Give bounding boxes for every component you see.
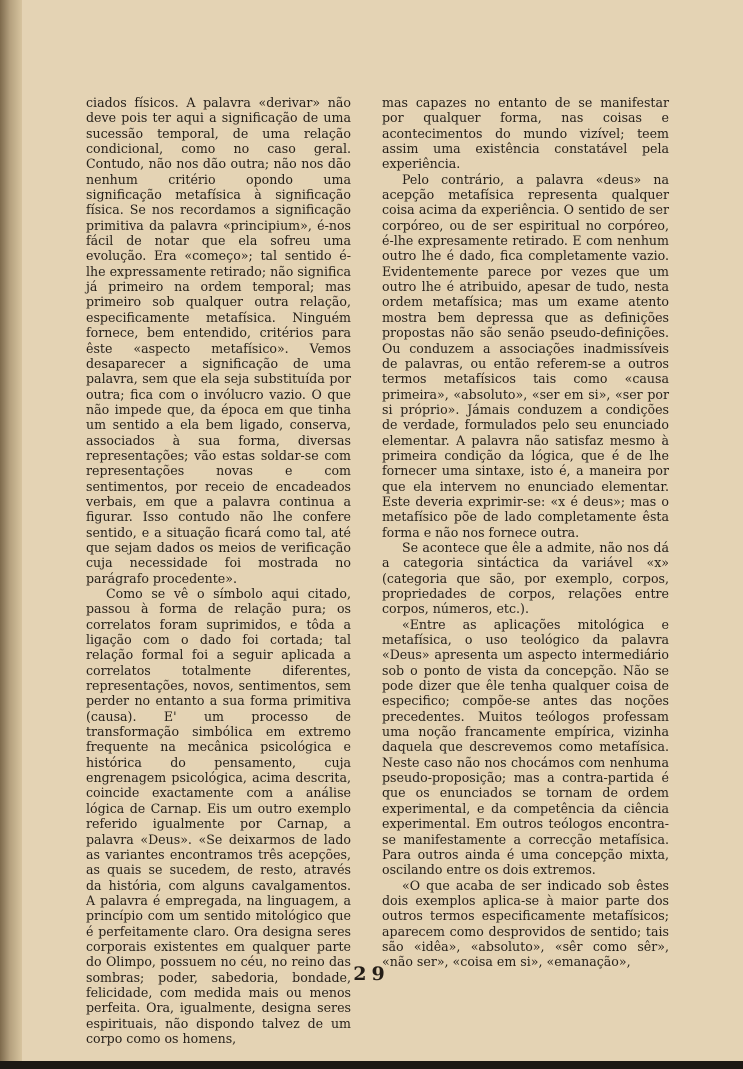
paragraph: Pelo contrário, a palavra «deus» na acepção metafísica representa qualquer coisa acima da experiência. O sentido de ser corpóreo, ou de ser espiritual no corpóreo, é-lhe expresamente retirado. E com nenhum outro lhe é dado, fica completamente vazio. Evidentemente parece por vezes que um outro lhe é atribuido, apesar de tudo, nesta ordem metafísica; mas um exame atento mostra bem depressa que as definições propostas não são senão pseudo-definições. Ou conduzem a associações inadmissíveis de palavras, ou então referem-se a outros termos metafísicos tais como «causa primeira», «absoluto», «ser em si», «ser por si próprio». Jámais conduzem a condições de verdade, formulados pelo seu enunciado elementar. A palavra não satisfaz mesmo à primeira condição da lógica, que é de lhe fornecer uma sintaxe, isto é, a maneira por que ela intervem no enunciado elementar. Este deveria exprimir-se: «x é deus»; mas o metafísico põe de lado completamente êsta forma e não nos fornece outra. — [382, 171, 669, 540]
book-spine-shadow — [0, 0, 22, 1069]
paragraph: Se acontece que êle a admite, não nos dá a categoria sintáctica da variável «x» (categoria que são, por exemplo, corpos, propriedades de corpos, relações entre corpos, números, etc.). — [382, 539, 669, 617]
paragraph: mas capazes no entanto de se manifestar por qualquer forma, nas coisas e acontecimentos do mundo vizível; teem assim uma existência constatável pela experiência. — [382, 95, 669, 172]
paragraph: «O que acaba de ser indicado sob êstes dois exemplos aplica-se à maior parte dos outros termos especificamente metafísicos; aparecem como desprovidos de sentido; tais são «idêa», «absoluto», «sêr como sêr», «não ser», «coisa em si», «emanação», — [382, 877, 669, 970]
left-text-column — [86, 95, 351, 1046]
right-text-column — [382, 95, 669, 970]
paragraph: ciados físicos. A palavra «derivar» não deve pois ter aqui a significação de uma sucessão temporal, de uma relação condicional, como no caso geral. Contudo, não nos dão outra; não nos dão nenhum critério opondo uma significação metafísica à significação física. Se nos recordamos a significação primitiva da palavra «principium», é-nos fácil de notar que ela sofreu uma evolução. Era «começo»; tal sentido é-lhe expressamente retirado; não significa já primeiro na ordem temporal; mas primeiro sob qualquer outra relação, especificamente metafísica. Ninguém fornece, bem entendido, critérios para êste «aspecto metafísico». Vemos desaparecer a significação de uma palavra, sem que ela seja substituída por outra; fica com o invólucro vazio. O que não impede que, da época em que tinha um sentido a ela bem ligado, conserva, associados à sua forma, diversas representações; vão estas soldar-se com representações novas e com sentimentos, por receio de encadeados verbais, em que a palavra continua a figurar. Isso contudo não lhe confere sentido, e a situação ficará como tal, até que sejam dados os meios de verificação cuja necessidade foi mostrada no parágrafo procedente». — [86, 95, 351, 586]
paragraph: Como se vê o símbolo aqui citado, passou à forma de relação pura; os correlatos foram suprimidos, e tôda a ligação com o dado foi cortada; tal relação formal foi a seguir aplicada a correlatos totalmente diferentes, representações, novos, sentimentos, sem perder no entanto a sua forma primitiva (causa). E' um processo de transformação simbólica em extremo frequente na mecânica psicológica e histórica do pensamento, cuja engrenagem psicológica, acima descrita, coincide exactamente com a análise lógica de Carnap. Eis um outro exemplo referido igualmente por Carnap, a palavra «Deus». «Se deixarmos de lado as variantes encontramos três acepções, as quais se sucedem, de resto, através da história, com alguns cavalgamentos. A palavra é empregada, na linguagem, a princípio com um sentido mitológico que é perfeitamente claro. Ora designa seres corporais existentes em qualquer parte do Olimpo, possuem no céu, no reino das sombras; poder, sabedoria, bondade, felicidade, com medida mais ou menos perfeita. Ora, igualmente, designa seres espirituais, não dispondo talvez de um corpo como os homens, — [86, 586, 351, 1046]
page-number: 29 — [353, 963, 390, 985]
page-bottom-edge — [0, 1061, 743, 1069]
paragraph: «Entre as aplicações mitológica e metafísica, o uso teológico da palavra «Deus» apresenta um aspecto intermediário sob o ponto de vista da concepção. Não se pode dizer que êle tenha qualquer coisa de especifico; compõe-se antes das noções precedentes. Muitos teólogos professam uma noção francamente empírica, vizinha daquela que descrevemos como metafísica. Neste caso não nos chocámos com nenhuma pseudo-proposição; mas a contra-partida é que os enunciados se tornam de ordem experimental, e da competência da ciência experimental. Em outros teólogos encontra-se manifestamente a correcção metafísica. Para outros ainda é uma concepção mixta, oscilando entre os dois extremos. — [382, 616, 669, 878]
